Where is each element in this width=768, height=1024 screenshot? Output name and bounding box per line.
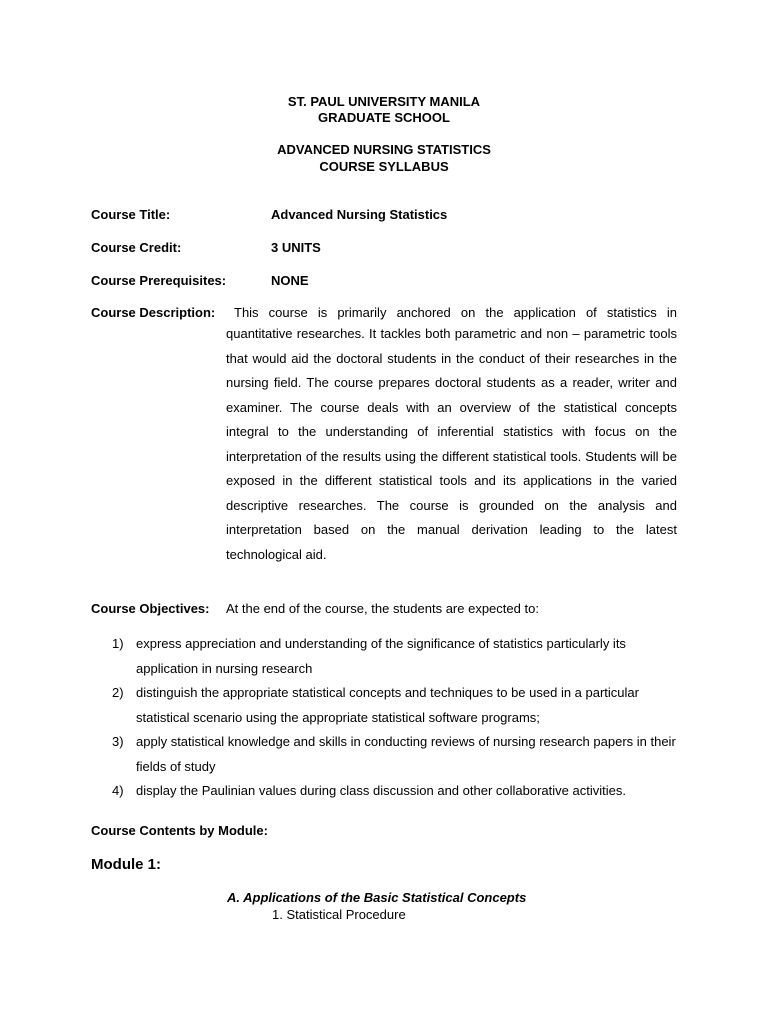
objective-text: display the Paulinian values during class discussion and other collaborative activities. [136, 783, 626, 798]
objective-item [112, 779, 682, 804]
course-contents-label: Course Contents by Module: [91, 823, 268, 838]
objectives-list [112, 632, 682, 804]
course-objectives-label: Course Objectives: [91, 601, 210, 616]
objective-item [112, 681, 682, 730]
objective-item [112, 730, 682, 779]
course-objectives-intro: At the end of the course, the students are expected to: [226, 601, 539, 616]
course-prerequisites-label: Course Prerequisites: [91, 273, 227, 288]
course-description-label: Course Description: [91, 305, 216, 320]
course-credit-label: Course Credit: [91, 240, 182, 255]
school-name: GRADUATE SCHOOL [318, 110, 450, 125]
university-name: ST. PAUL UNIVERSITY MANILA [287, 94, 481, 109]
objective-number: 1) [112, 636, 124, 651]
section-item: 1. Statistical Procedure [272, 907, 406, 922]
document-type: COURSE SYLLABUS [319, 159, 449, 174]
course-description-first-line: This course is primarily anchored on the application of statistics in [234, 305, 677, 320]
course-title-label: Course Title: [91, 207, 171, 222]
objective-number: 4) [112, 783, 124, 798]
course-title-value: Advanced Nursing Statistics [271, 207, 448, 222]
objective-text: distinguish the appropriate statistical concepts and techniques to be used in a particular statistical scenario using the appropriate statistical software programs; [136, 685, 639, 725]
objective-item [112, 632, 682, 681]
course-description-text: quantitative researches. It tackles both parametric and non – parametric tools that would aid the doctoral students in the conduct of their researches in the nursing field. The course prepares doctoral students as a reader, writer and examiner. The course deals with an overview of the statistical concepts integral to the understanding of inferential statistics with focus on the interpretation of the results using the different statistical tools. Students will be exposed in the different statistical tools and its applications in the varied descriptive researches. The course is grounded on the analysis and interpretation based on the manual derivation leading to the latest technological aid. [226, 326, 677, 562]
objective-number: 2) [112, 685, 124, 700]
objective-text: express appreciation and understanding of the significance of statistics particularly its application in nursing research [136, 636, 626, 676]
module-heading: Module 1: [91, 856, 161, 873]
section-heading: A. Applications of the Basic Statistical Concepts [227, 890, 527, 905]
course-prerequisites-value: NONE [271, 273, 309, 288]
objective-number: 3) [112, 734, 124, 749]
objective-text: apply statistical knowledge and skills in conducting reviews of nursing research papers in their fields of study [136, 734, 676, 774]
course-heading: ADVANCED NURSING STATISTICS [277, 142, 491, 157]
course-credit-value: 3 UNITS [271, 240, 321, 255]
